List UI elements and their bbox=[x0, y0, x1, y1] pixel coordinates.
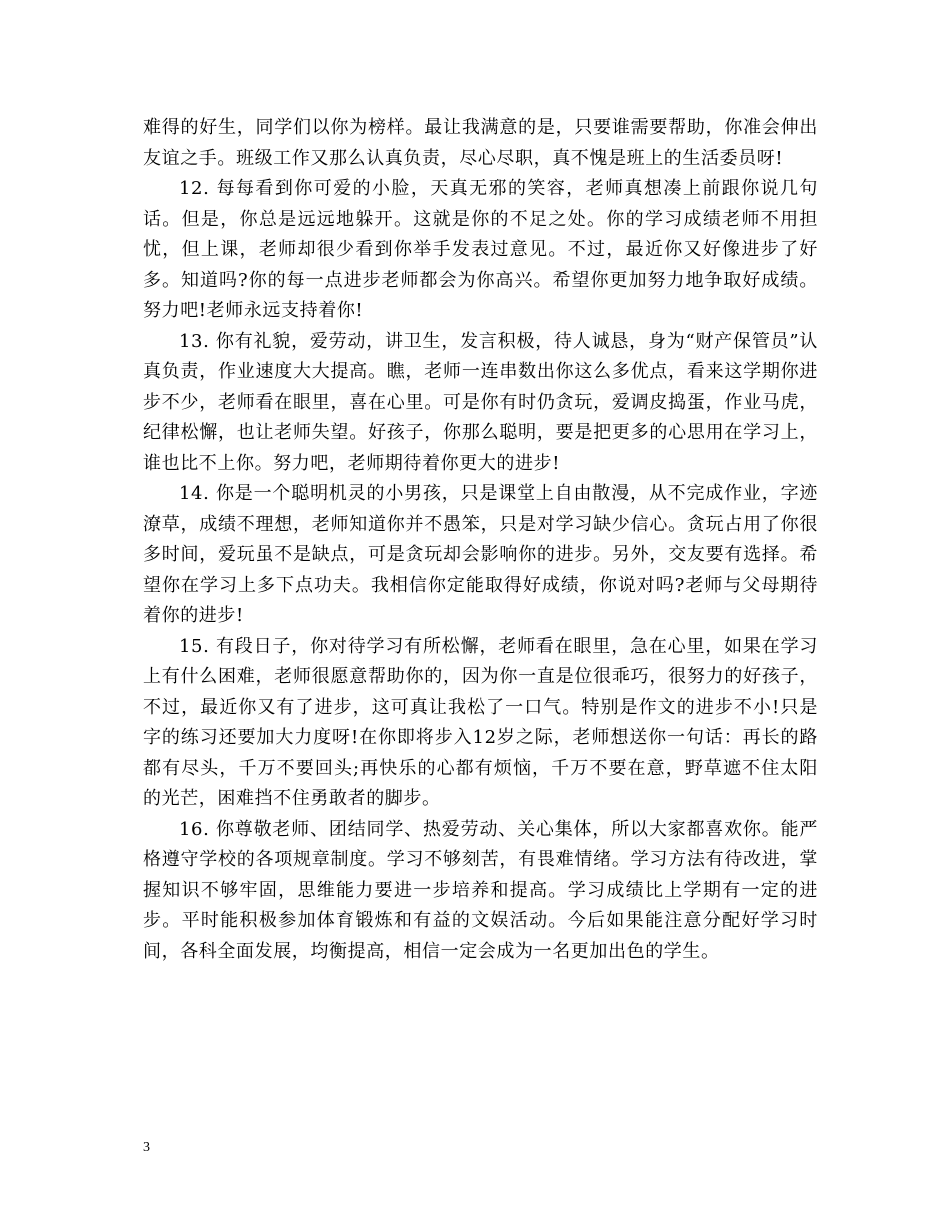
paragraph-comment-16: 16. 你尊敬老师、团结同学、热爱劳动、关心集体，所以大家都喜欢你。能严格遵守学校的各项规章制度。学习不够刻苦，有畏难情绪。学习方法有待改进，掌握知识不够牢固，思维能力要进一步培养和提高。学习成绩比上学期有一定的进步。平时能积极参加体育锻炼和有益的文娱活动。今后如果能注意分配好学习时间，各科全面发展，均衡提高，相信一定会成为一名更加出色的学生。 bbox=[143, 818, 818, 962]
page-number: 3 bbox=[143, 1140, 150, 1155]
paragraph-comment-15: 15. 有段日子，你对待学习有所松懈，老师看在眼里，急在心里，如果在学习上有什么困难，老师很愿意帮助你的，因为你一直是位很乖巧，很努力的好孩子，不过，最近你又有了进步，这可真让我松了一口气。特别是作文的进步不小!只是字的练习还要加大力度呀!在你即将步入12岁之际，老师想送你一句话：再长的路都有尽头，千万不要回头;再快乐的心都有烦恼，千万不要在意，野草遮不住太阳的光芒，困难挡不住勇敢者的脚步。 bbox=[143, 635, 818, 809]
paragraph-comment-14: 14. 你是一个聪明机灵的小男孩，只是课堂上自由散漫，从不完成作业，字迹潦草，成绩不理想，老师知道你并不愚笨，只是对学习缺少信心。贪玩占用了你很多时间，爱玩虽不是缺点，可是贪玩却会影响你的进步。另外，交友要有选择。希望你在学习上多下点功夫。我相信你定能取得好成绩，你说对吗?老师与父母期待着你的进步! bbox=[143, 483, 818, 626]
paragraph-comment-12: 12. 每每看到你可爱的小脸，天真无邪的笑容，老师真想凑上前跟你说几句话。但是，你总是远远地躲开。这就是你的不足之处。你的学习成绩老师不用担忧，但上课，老师却很少看到你举手发表过意见。不过，最近你又好像进步了好多。知道吗?你的每一点进步老师都会为你高兴。希望你更加努力地争取好成绩。努力吧!老师永远支持着你! bbox=[143, 178, 818, 321]
document-body bbox=[143, 113, 818, 967]
paragraph-continued: 难得的好生，同学们以你为榜样。最让我满意的是，只要谁需要帮助，你准会伸出友谊之手。班级工作又那么认真负责，尽心尽职，真不愧是班上的生活委员呀! bbox=[143, 117, 818, 169]
paragraph-comment-13: 13. 你有礼貌，爱劳动，讲卫生，发言积极，待人诚恳，身为“财产保管员”认真负责，作业速度大大提高。瞧，老师一连串数出你这么多优点，看来这学期你进步不少，老师看在眼里，喜在心里。可是你有时仍贪玩，爱调皮捣蛋，作业马虎，纪律松懈，也让老师失望。好孩子，你那么聪明，要是把更多的心思用在学习上，谁也比不上你。努力吧，老师期待着你更大的进步! bbox=[143, 330, 818, 474]
